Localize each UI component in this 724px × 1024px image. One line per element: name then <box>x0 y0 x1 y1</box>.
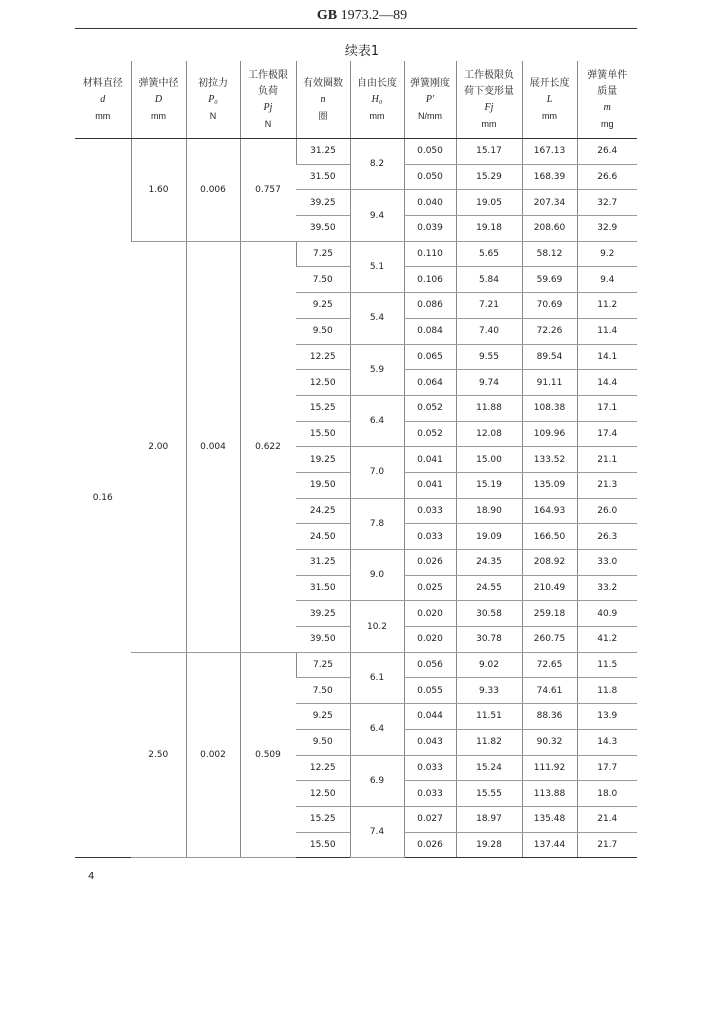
cell-L: 58.12 <box>522 241 577 267</box>
cell-n: 7.25 <box>296 652 350 678</box>
cell-Fj: 30.78 <box>456 627 522 653</box>
column-unit: mm <box>95 110 111 121</box>
column-name-line: 初拉力 <box>198 77 228 89</box>
cell-Fj: 19.09 <box>456 524 522 550</box>
column-name-line: 弹簧刚度 <box>410 77 450 89</box>
cell-Pj: 0.509 <box>240 652 296 858</box>
cell-n: 12.50 <box>296 781 350 807</box>
cell-L: 133.52 <box>522 447 577 473</box>
cell-n: 39.50 <box>296 627 350 653</box>
column-symbol: H₀ <box>371 93 383 105</box>
cell-Fj: 15.55 <box>456 781 522 807</box>
table-caption: 续表1 <box>344 44 380 59</box>
cell-Fj: 5.65 <box>456 241 522 267</box>
spring-spec-table <box>75 61 637 858</box>
cell-stiffness: 0.065 <box>404 344 456 370</box>
cell-L: 208.60 <box>522 216 577 242</box>
cell-n: 15.25 <box>296 395 350 421</box>
cell-Fj: 11.82 <box>456 729 522 755</box>
cell-n: 39.25 <box>296 601 350 627</box>
cell-H0: 6.1 <box>350 652 404 703</box>
cell-n: 9.50 <box>296 318 350 344</box>
cell-H0: 5.4 <box>350 293 404 344</box>
cell-H0: 6.4 <box>350 704 404 755</box>
column-header <box>131 61 186 139</box>
column-symbol: L <box>546 93 553 105</box>
cell-stiffness: 0.033 <box>404 781 456 807</box>
cell-Pj: 0.622 <box>240 241 296 652</box>
column-symbol: D <box>154 93 163 105</box>
column-header <box>577 61 637 139</box>
cell-mass: 40.9 <box>577 601 637 627</box>
cell-n: 19.25 <box>296 447 350 473</box>
cell-Fj: 12.08 <box>456 421 522 447</box>
cell-L: 210.49 <box>522 575 577 601</box>
cell-n: 15.25 <box>296 806 350 832</box>
cell-Fj: 9.02 <box>456 652 522 678</box>
column-symbol: Fj <box>484 101 494 113</box>
cell-n: 15.50 <box>296 832 350 858</box>
cell-mass: 11.4 <box>577 318 637 344</box>
cell-stiffness: 0.033 <box>404 524 456 550</box>
column-unit: N <box>264 118 272 129</box>
column-symbol: n <box>320 93 326 105</box>
cell-Fj: 24.55 <box>456 575 522 601</box>
cell-n: 9.25 <box>296 704 350 730</box>
cell-mass: 32.9 <box>577 216 637 242</box>
column-name-line: 材料直径 <box>82 77 123 89</box>
cell-H0: 6.9 <box>350 755 404 806</box>
cell-mass: 33.0 <box>577 550 637 576</box>
cell-Fj: 15.17 <box>456 139 522 165</box>
cell-Fj: 19.05 <box>456 190 522 216</box>
column-name-line: 荷下变形量 <box>464 85 514 97</box>
column-name-line: 自由长度 <box>357 77 397 89</box>
cell-Fj: 15.00 <box>456 447 522 473</box>
column-name-line: 弹簧中径 <box>138 77 179 89</box>
cell-L: 72.26 <box>522 318 577 344</box>
cell-stiffness: 0.052 <box>404 395 456 421</box>
table-row <box>75 139 637 165</box>
cell-n: 7.50 <box>296 678 350 704</box>
cell-mass: 41.2 <box>577 627 637 653</box>
cell-H0: 7.4 <box>350 806 404 857</box>
cell-stiffness: 0.033 <box>404 498 456 524</box>
cell-stiffness: 0.027 <box>404 806 456 832</box>
header-rule <box>75 28 637 29</box>
cell-stiffness: 0.050 <box>404 139 456 165</box>
column-name-line: 弹簧单件 <box>587 69 628 81</box>
cell-stiffness: 0.039 <box>404 216 456 242</box>
cell-n: 9.25 <box>296 293 350 319</box>
cell-L: 135.48 <box>522 806 577 832</box>
cell-n: 39.25 <box>296 190 350 216</box>
cell-L: 90.32 <box>522 729 577 755</box>
cell-stiffness: 0.110 <box>404 241 456 267</box>
cell-Fj: 11.88 <box>456 395 522 421</box>
cell-Fj: 24.35 <box>456 550 522 576</box>
cell-stiffness: 0.106 <box>404 267 456 293</box>
cell-stiffness: 0.020 <box>404 601 456 627</box>
column-symbol: P′ <box>425 93 435 105</box>
column-unit: mm <box>481 118 497 129</box>
cell-stiffness: 0.041 <box>404 472 456 498</box>
cell-Fj: 9.55 <box>456 344 522 370</box>
cell-Fj: 19.28 <box>456 832 522 858</box>
column-unit: mg <box>600 118 614 129</box>
cell-d: 0.16 <box>75 139 131 858</box>
cell-L: 135.09 <box>522 472 577 498</box>
page-header <box>0 8 724 24</box>
cell-n: 12.50 <box>296 370 350 396</box>
column-name-line: 有效圈数 <box>303 77 343 89</box>
cell-L: 70.69 <box>522 293 577 319</box>
cell-L: 259.18 <box>522 601 577 627</box>
column-header <box>522 61 577 139</box>
cell-mass: 9.4 <box>577 267 637 293</box>
cell-Fj: 5.84 <box>456 267 522 293</box>
cell-Pj: 0.757 <box>240 139 296 242</box>
table-row <box>75 241 637 267</box>
column-name-line: 展开长度 <box>529 77 570 89</box>
cell-stiffness: 0.086 <box>404 293 456 319</box>
cell-stiffness: 0.041 <box>404 447 456 473</box>
cell-H0: 8.2 <box>350 139 404 190</box>
column-name-line: 负荷 <box>258 85 278 97</box>
cell-stiffness: 0.033 <box>404 755 456 781</box>
cell-stiffness: 0.055 <box>404 678 456 704</box>
cell-n: 24.25 <box>296 498 350 524</box>
column-header <box>456 61 522 139</box>
cell-Fj: 7.21 <box>456 293 522 319</box>
cell-stiffness: 0.056 <box>404 652 456 678</box>
column-header <box>404 61 456 139</box>
cell-H0: 9.4 <box>350 190 404 241</box>
cell-n: 24.50 <box>296 524 350 550</box>
cell-mass: 9.2 <box>577 241 637 267</box>
cell-P0: 0.006 <box>186 139 240 242</box>
column-symbol: Pj <box>263 101 273 113</box>
cell-L: 74.61 <box>522 678 577 704</box>
standard-prefix: GB <box>316 8 338 23</box>
cell-stiffness: 0.064 <box>404 370 456 396</box>
cell-mass: 21.1 <box>577 447 637 473</box>
cell-L: 59.69 <box>522 267 577 293</box>
cell-L: 111.92 <box>522 755 577 781</box>
header-row <box>75 61 637 139</box>
cell-stiffness: 0.026 <box>404 832 456 858</box>
standard-code: 1973.2—89 <box>340 8 408 23</box>
column-name-line: 质量 <box>597 85 618 97</box>
cell-H0: 10.2 <box>350 601 404 652</box>
cell-L: 207.34 <box>522 190 577 216</box>
cell-stiffness: 0.052 <box>404 421 456 447</box>
cell-D: 1.60 <box>131 139 186 242</box>
cell-mass: 14.3 <box>577 729 637 755</box>
cell-Fj: 18.97 <box>456 806 522 832</box>
table-row <box>75 652 637 678</box>
cell-mass: 21.3 <box>577 472 637 498</box>
cell-L: 166.50 <box>522 524 577 550</box>
column-header <box>350 61 404 139</box>
cell-stiffness: 0.025 <box>404 575 456 601</box>
cell-mass: 26.4 <box>577 139 637 165</box>
cell-mass: 14.4 <box>577 370 637 396</box>
cell-L: 88.36 <box>522 704 577 730</box>
cell-stiffness: 0.020 <box>404 627 456 653</box>
cell-Fj: 15.24 <box>456 755 522 781</box>
cell-P0: 0.002 <box>186 652 240 858</box>
column-symbol: d <box>100 93 106 105</box>
cell-Fj: 18.90 <box>456 498 522 524</box>
column-unit: mm <box>542 110 557 121</box>
cell-mass: 32.7 <box>577 190 637 216</box>
column-unit: mm <box>369 110 385 121</box>
column-header <box>75 61 131 139</box>
cell-n: 31.50 <box>296 575 350 601</box>
cell-stiffness: 0.050 <box>404 164 456 190</box>
cell-mass: 11.2 <box>577 293 637 319</box>
cell-stiffness: 0.040 <box>404 190 456 216</box>
column-unit: mm <box>151 110 166 121</box>
cell-L: 109.96 <box>522 421 577 447</box>
cell-n: 15.50 <box>296 421 350 447</box>
cell-mass: 17.4 <box>577 421 637 447</box>
cell-mass: 14.1 <box>577 344 637 370</box>
cell-Fj: 9.33 <box>456 678 522 704</box>
cell-H0: 5.9 <box>350 344 404 395</box>
cell-L: 208.92 <box>522 550 577 576</box>
column-name-line: 工作极限负 <box>464 69 514 81</box>
cell-H0: 7.8 <box>350 498 404 549</box>
cell-mass: 21.7 <box>577 832 637 858</box>
cell-L: 137.44 <box>522 832 577 858</box>
cell-Fj: 30.58 <box>456 601 522 627</box>
cell-stiffness: 0.084 <box>404 318 456 344</box>
cell-mass: 11.5 <box>577 652 637 678</box>
cell-L: 108.38 <box>522 395 577 421</box>
cell-P0: 0.004 <box>186 241 240 652</box>
column-symbol: m <box>603 101 611 113</box>
cell-n: 31.25 <box>296 550 350 576</box>
cell-L: 72.65 <box>522 652 577 678</box>
cell-mass: 21.4 <box>577 806 637 832</box>
cell-stiffness: 0.043 <box>404 729 456 755</box>
cell-Fj: 9.74 <box>456 370 522 396</box>
cell-mass: 17.7 <box>577 755 637 781</box>
cell-H0: 5.1 <box>350 241 404 292</box>
cell-L: 91.11 <box>522 370 577 396</box>
cell-Fj: 7.40 <box>456 318 522 344</box>
cell-n: 31.25 <box>296 139 350 165</box>
cell-n: 31.50 <box>296 164 350 190</box>
cell-H0: 6.4 <box>350 395 404 446</box>
cell-L: 260.75 <box>522 627 577 653</box>
cell-Fj: 11.51 <box>456 704 522 730</box>
column-header <box>296 61 350 139</box>
cell-mass: 26.6 <box>577 164 637 190</box>
cell-Fj: 19.18 <box>456 216 522 242</box>
cell-n: 7.25 <box>296 241 350 267</box>
cell-stiffness: 0.026 <box>404 550 456 576</box>
cell-H0: 9.0 <box>350 550 404 601</box>
cell-L: 113.88 <box>522 781 577 807</box>
cell-L: 167.13 <box>522 139 577 165</box>
column-unit: 圈 <box>318 110 328 121</box>
column-header <box>186 61 240 139</box>
page-number: 4 <box>88 871 95 882</box>
column-header <box>240 61 296 139</box>
cell-Fj: 15.29 <box>456 164 522 190</box>
cell-D: 2.50 <box>131 652 186 858</box>
column-name-line: 工作极限 <box>248 69 288 81</box>
cell-n: 12.25 <box>296 344 350 370</box>
column-unit: N <box>209 110 217 121</box>
cell-n: 39.50 <box>296 216 350 242</box>
cell-mass: 11.8 <box>577 678 637 704</box>
cell-H0: 7.0 <box>350 447 404 498</box>
cell-n: 12.25 <box>296 755 350 781</box>
cell-L: 164.93 <box>522 498 577 524</box>
cell-mass: 17.1 <box>577 395 637 421</box>
cell-L: 89.54 <box>522 344 577 370</box>
cell-mass: 13.9 <box>577 704 637 730</box>
cell-n: 19.50 <box>296 472 350 498</box>
cell-mass: 18.0 <box>577 781 637 807</box>
cell-n: 7.50 <box>296 267 350 293</box>
cell-n: 9.50 <box>296 729 350 755</box>
cell-mass: 26.3 <box>577 524 637 550</box>
cell-Fj: 15.19 <box>456 472 522 498</box>
cell-mass: 33.2 <box>577 575 637 601</box>
column-symbol: P₀ <box>208 93 218 105</box>
column-unit: N/mm <box>418 110 442 121</box>
cell-D: 2.00 <box>131 241 186 652</box>
cell-mass: 26.0 <box>577 498 637 524</box>
cell-stiffness: 0.044 <box>404 704 456 730</box>
cell-L: 168.39 <box>522 164 577 190</box>
